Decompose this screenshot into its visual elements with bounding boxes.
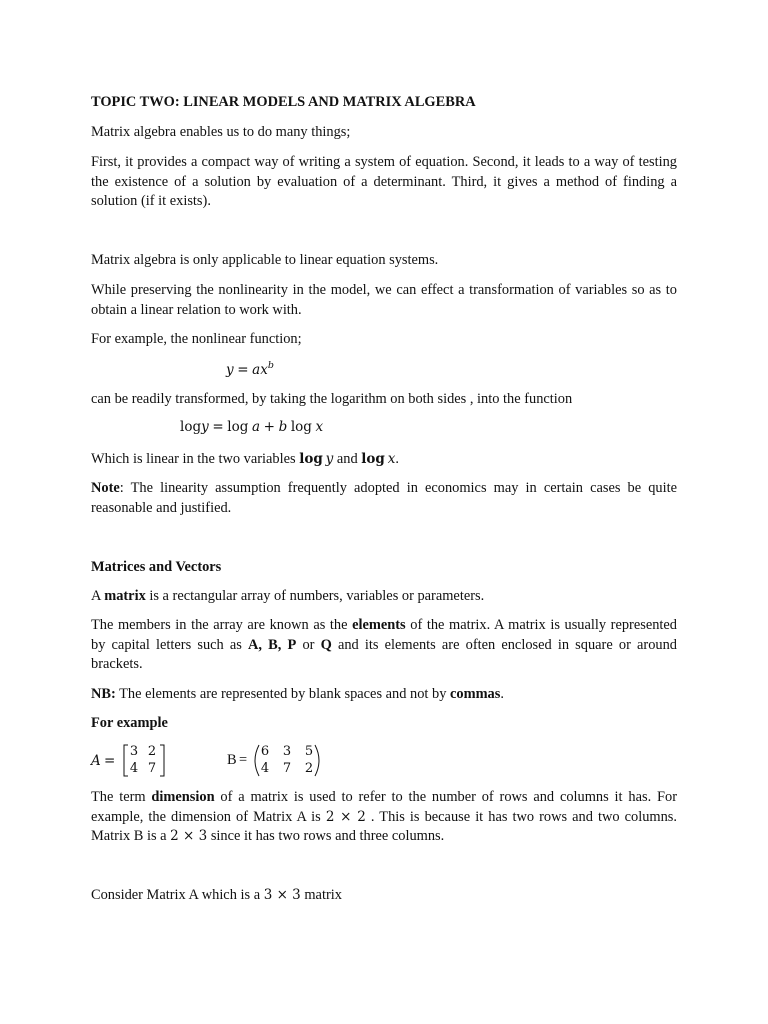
matrix-b-cell: 3 [282,744,292,759]
matrix-b-cell: 4 [260,761,270,776]
matrix-b [227,743,337,779]
matrix-b-cell: 2 [304,761,314,776]
matrix-a [91,743,181,779]
matrix-b-cell: 6 [260,744,270,759]
matrix-a-cell: 2 [147,744,157,759]
example-intro: For example, the nonlinear function; [91,331,302,347]
matrix-b-cell: 7 [282,761,292,776]
uses-paragraph: First, it provides a compact way of writing a system of equation. Second, it leads to a way of testing the existence of a solution by evaluation of a determinant. Third, it gives a method of finding a solution (if it exists). [91,154,677,210]
applicability-paragraph: Matrix algebra is only applicable to linear equation systems. [91,252,439,268]
page-heading: TOPIC TWO: LINEAR MODELS AND MATRIX ALGEBRA [91,94,476,110]
for-example-label: For example [91,715,168,731]
dimension-paragraph: The term dimension of a matrix is used to refer to the number of rows and columns it has. For example, the dimension of Matrix A is 2 × 2 . This is because it has two rows and two columns. Matrix B is a 2 × 3 since it has two rows and three columns. [91,789,678,845]
equation-log-form: logy = log a + b log x [180,419,324,435]
intro-paragraph: Matrix algebra enables us to do many things; [91,124,351,140]
matrix-b-equals: = [239,752,248,768]
equation-power-function: $y = ax^b$ [226,360,274,378]
nb-label: NB: [91,686,116,702]
consider-paragraph: Consider Matrix A which is a 3 × 3 matrix [91,887,342,903]
matrix-a-cell: 3 [129,744,139,759]
elements-paragraph: The members in the array are known as the elements of the matrix. A matrix is usually represented by capital letters such as A, B, P or Q and its elements are often enclosed in square or around brackets. [91,617,677,673]
transformation-paragraph: While preserving the nonlinearity in the model, we can effect a transformation of variables so as to obtain a linear relation to work with. [91,282,677,318]
matrix-a-name: A [91,753,101,769]
matrix-b-cell: 5 [304,744,314,759]
linear-paragraph: Which is linear in the two variables log y and log x. [91,451,399,467]
note-label: Note [91,480,120,496]
nb-paragraph: NB: The elements are represented by blank spaces and not by commas. [91,686,504,702]
matrix-b-name: B [227,752,237,768]
note-paragraph: Note: The linearity assumption frequently adopted in economics may in certain cases be quite reasonable and justified. [91,480,677,516]
matrix-definition: A matrix is a rectangular array of numbers, variables or parameters. [91,588,485,604]
transform-paragraph: can be readily transformed, by taking the logarithm on both sides , into the function [91,391,573,407]
section-heading: Matrices and Vectors [91,559,222,575]
matrix-a-cell: 7 [147,761,157,776]
matrix-a-equals: = [104,753,116,769]
matrix-a-cell: 4 [129,761,139,776]
